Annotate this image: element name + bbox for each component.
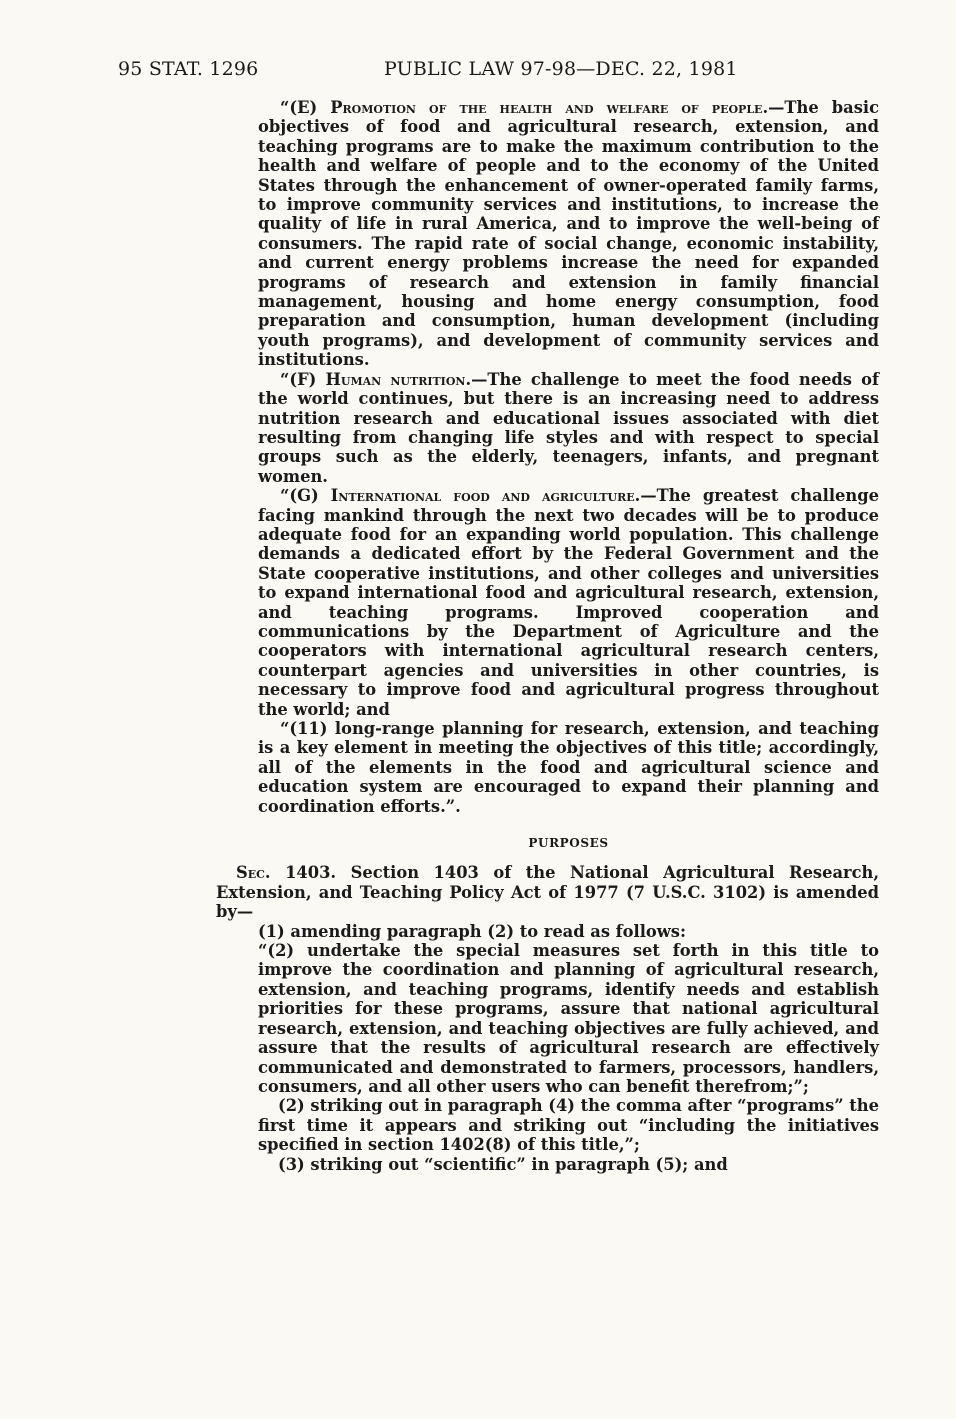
paragraph-g-lead: “(G) International food and agriculture. xyxy=(280,486,641,506)
item-1-quote: “(2) undertake the special measures set forth in this title to improve the coordination and planning of agricultural research, extension, and teaching programs, identify needs and establish priorities for these programs, assure that national agricultural research, extension, and teaching objectives are fully achieved, and assure that the results of agricultural research are effectively communicated and demonstrated to farmers, processors, handlers, consumers, and all other users who can benefit therefrom;”; xyxy=(258,941,879,1096)
section-1403-intro xyxy=(216,863,879,921)
paragraph-e xyxy=(258,98,879,370)
paragraph-11: “(11) long-range planning for research, extension, and teaching is a key element in meeting the objectives of this title; accordingly, all of the elements in the food and agricultural science and education system are encouraged to expand their planning and coordination efforts.”. xyxy=(258,719,879,816)
section-label: Sec. 1403. xyxy=(236,863,337,883)
item-2: (2) striking out in paragraph (4) the comma after “programs” the first time it appears and striking out “including the initiatives specified in section 1402(8) of this title,”; xyxy=(258,1096,879,1155)
public-law-title: PUBLIC LAW 97-98—DEC. 22, 1981 xyxy=(384,58,738,80)
paragraph-g xyxy=(258,486,879,719)
paragraph-f xyxy=(258,370,879,486)
section-heading: PURPOSES xyxy=(528,836,609,851)
paragraph-e-text: —The basic objectives of food and agricultural research, extension, and teaching programs are to make the maximum contribution to the health and welfare of people and to the economy of the United States through the enhancement of owner-operated family farms, to improve community services and institutions, to increase the quality of life in rural America, and to improve the well-being of consumers. The rapid rate of social change, economic instability, and current energy problems increase the need for expanded programs of research and extension in family financial management, housing and home energy consumption, food preparation and consumption, human development (including youth programs), and development of community services and institutions. xyxy=(258,98,879,370)
item-3: (3) striking out “scientific” in paragraph (5); and xyxy=(278,1154,728,1174)
paragraph-f-text: —The challenge to meet the food needs of the world continues, but there is an increasing need to address nutrition research and educational issues associated with diet resulting from changing life styles and with respect to special groups such as the elderly, teenagers, infants, and pregnant women. xyxy=(258,369,879,486)
statute-citation: 95 STAT. 1296 xyxy=(118,58,259,80)
document-body xyxy=(216,98,879,1174)
paragraph-e-lead: “(E) Promotion of the health and welfare of people. xyxy=(280,98,769,117)
section-intro-text: Section 1403 of the National Agricultural Research, Extension, and Teaching Policy Act of 1977 (7 U.S.C. 3102) is amended by— xyxy=(216,863,879,922)
item-1: (1) amending paragraph (2) to read as follows: xyxy=(258,921,686,941)
paragraph-g-text: —The greatest challenge facing mankind through the next two decades will be to produce adequate food for an expanding world population. This challenge demands a dedicated effort by the Federal Government and the State cooperative institutions, and other colleges and universities to expand international food and agricultural research, extension, and teaching programs. Improved cooperation and communications by the Department of Agriculture and the cooperators with international agricultural research centers, counterpart agencies and universities in other countries, is necessary to improve food and agricultural progress throughout the world; and xyxy=(258,486,879,719)
paragraph-f-lead: “(F) Human nutrition. xyxy=(280,369,472,389)
